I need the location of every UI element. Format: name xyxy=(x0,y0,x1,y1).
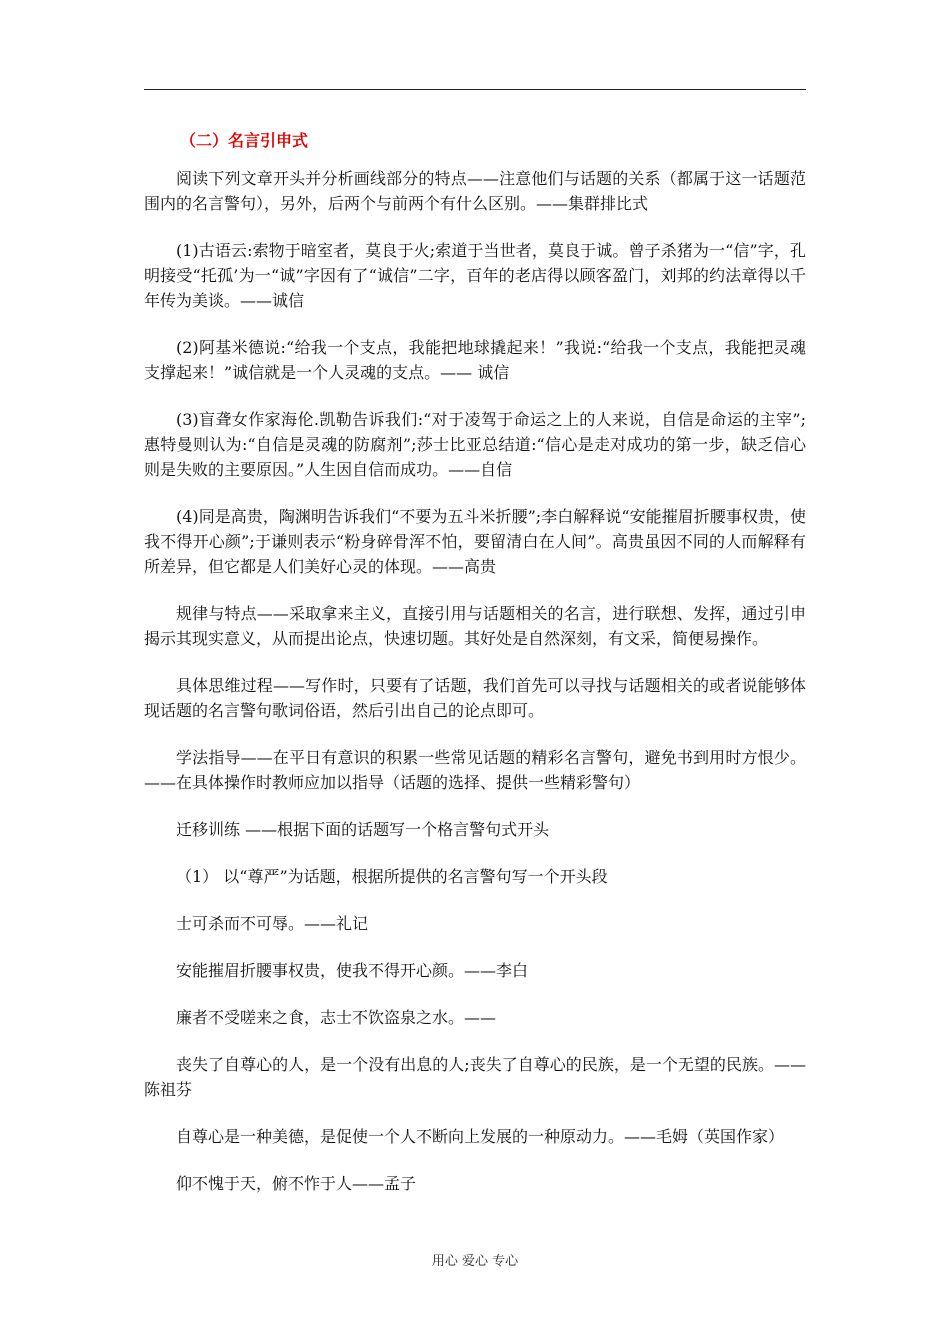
thinking-process-paragraph: 具体思维过程——写作时，只要有了话题，我们首先可以寻找与话题相关的或者说能够体现话题的名言警句歌词俗语，然后引出自己的论点即可。 xyxy=(144,676,806,720)
example-4-paragraph: (4)同是高贵，陶渊明告诉我们“不要为五斗米折腰”;李白解释说“安能摧眉折腰事权贵，使我不得开心颜”;于谦则表示“粉身碎骨浑不怕，要留清白在人间”。高贵虽因不同的人而解释有所差异，但它都是人们美好心灵的体现。——高贵 xyxy=(144,507,806,576)
quote-line: 士可杀而不可辱。——礼记 xyxy=(176,914,369,933)
example-3-paragraph: (3)盲聋女作家海伦.凯勒告诉我们:“对于凌驾于命运之上的人来说，自信是命运的主宰”;惠特曼则认为:“自信是灵魂的防腐剂”;莎士比亚总结道:“信心是走对成功的第一步，缺乏信心则是失败的主要原因。”人生因自信而成功。——自信 xyxy=(144,410,806,479)
rules-paragraph: 规律与特点——采取拿来主义，直接引用与话题相关的名言，进行联想、发挥，通过引申揭示其现实意义，从而提出论点，快速切题。其好处是自然深刻，有文采，简便易操作。 xyxy=(144,604,806,648)
quote-line: 廉者不受嗟来之食，志士不饮盗泉之水。—— xyxy=(176,1008,497,1027)
quote-line: 安能摧眉折腰事权贵，使我不得开心颜。——李白 xyxy=(176,961,529,980)
quote-line: 仰不愧于天，俯不怍于人——孟子 xyxy=(176,1174,417,1193)
exercise-1-prompt: （1） 以“尊严”为话题，根据所提供的名言警句写一个开头段 xyxy=(176,867,608,886)
method-guide-paragraph: 学法指导——在平日有意识的积累一些常见话题的精彩名言警句，避免书到用时方恨少。——在具体操作时教师应加以指导（话题的选择、提供一些精彩警句） xyxy=(144,748,806,792)
quote-line: 自尊心是一种美德，是促使一个人不断向上发展的一种原动力。——毛姆（英国作家） xyxy=(176,1127,785,1146)
example-1-paragraph: (1)古语云:索物于暗室者，莫良于火;索道于当世者，莫良于诚。曾子杀猪为一“信”字，孔明接受“托孤’为一“诚”字因有了“诚信”二字，百年的老店得以顾客盈门，刘邦的约法章得以千年传为美谈。——诚信 xyxy=(144,241,806,310)
transfer-training-line: 迁移训练 ——根据下面的话题写一个格言警句式开头 xyxy=(176,820,550,839)
intro-paragraph: 阅读下列文章开头并分析画线部分的特点——注意他们与话题的关系（都属于这一话题范围内的名言警句），另外，后两个与前两个有什么区别。——集群排比式 xyxy=(144,169,806,213)
quote-line: 丧失了自尊心的人，是一个没有出息的人;丧失了自尊心的民族，是一个无望的民族。——陈祖芬 xyxy=(144,1055,806,1099)
document-body xyxy=(144,166,806,1218)
page-footer: 用心 爱心 专心 xyxy=(431,1254,519,1269)
section-heading: （二）名言引申式 xyxy=(180,131,309,150)
header-rule xyxy=(144,89,806,90)
example-2-paragraph: (2)阿基米德说:“给我一个支点，我能把地球撬起来！”我说:“给我一个支点，我能把灵魂支撑起来！”诚信就是一个人灵魂的支点。—— 诚信 xyxy=(144,338,806,382)
